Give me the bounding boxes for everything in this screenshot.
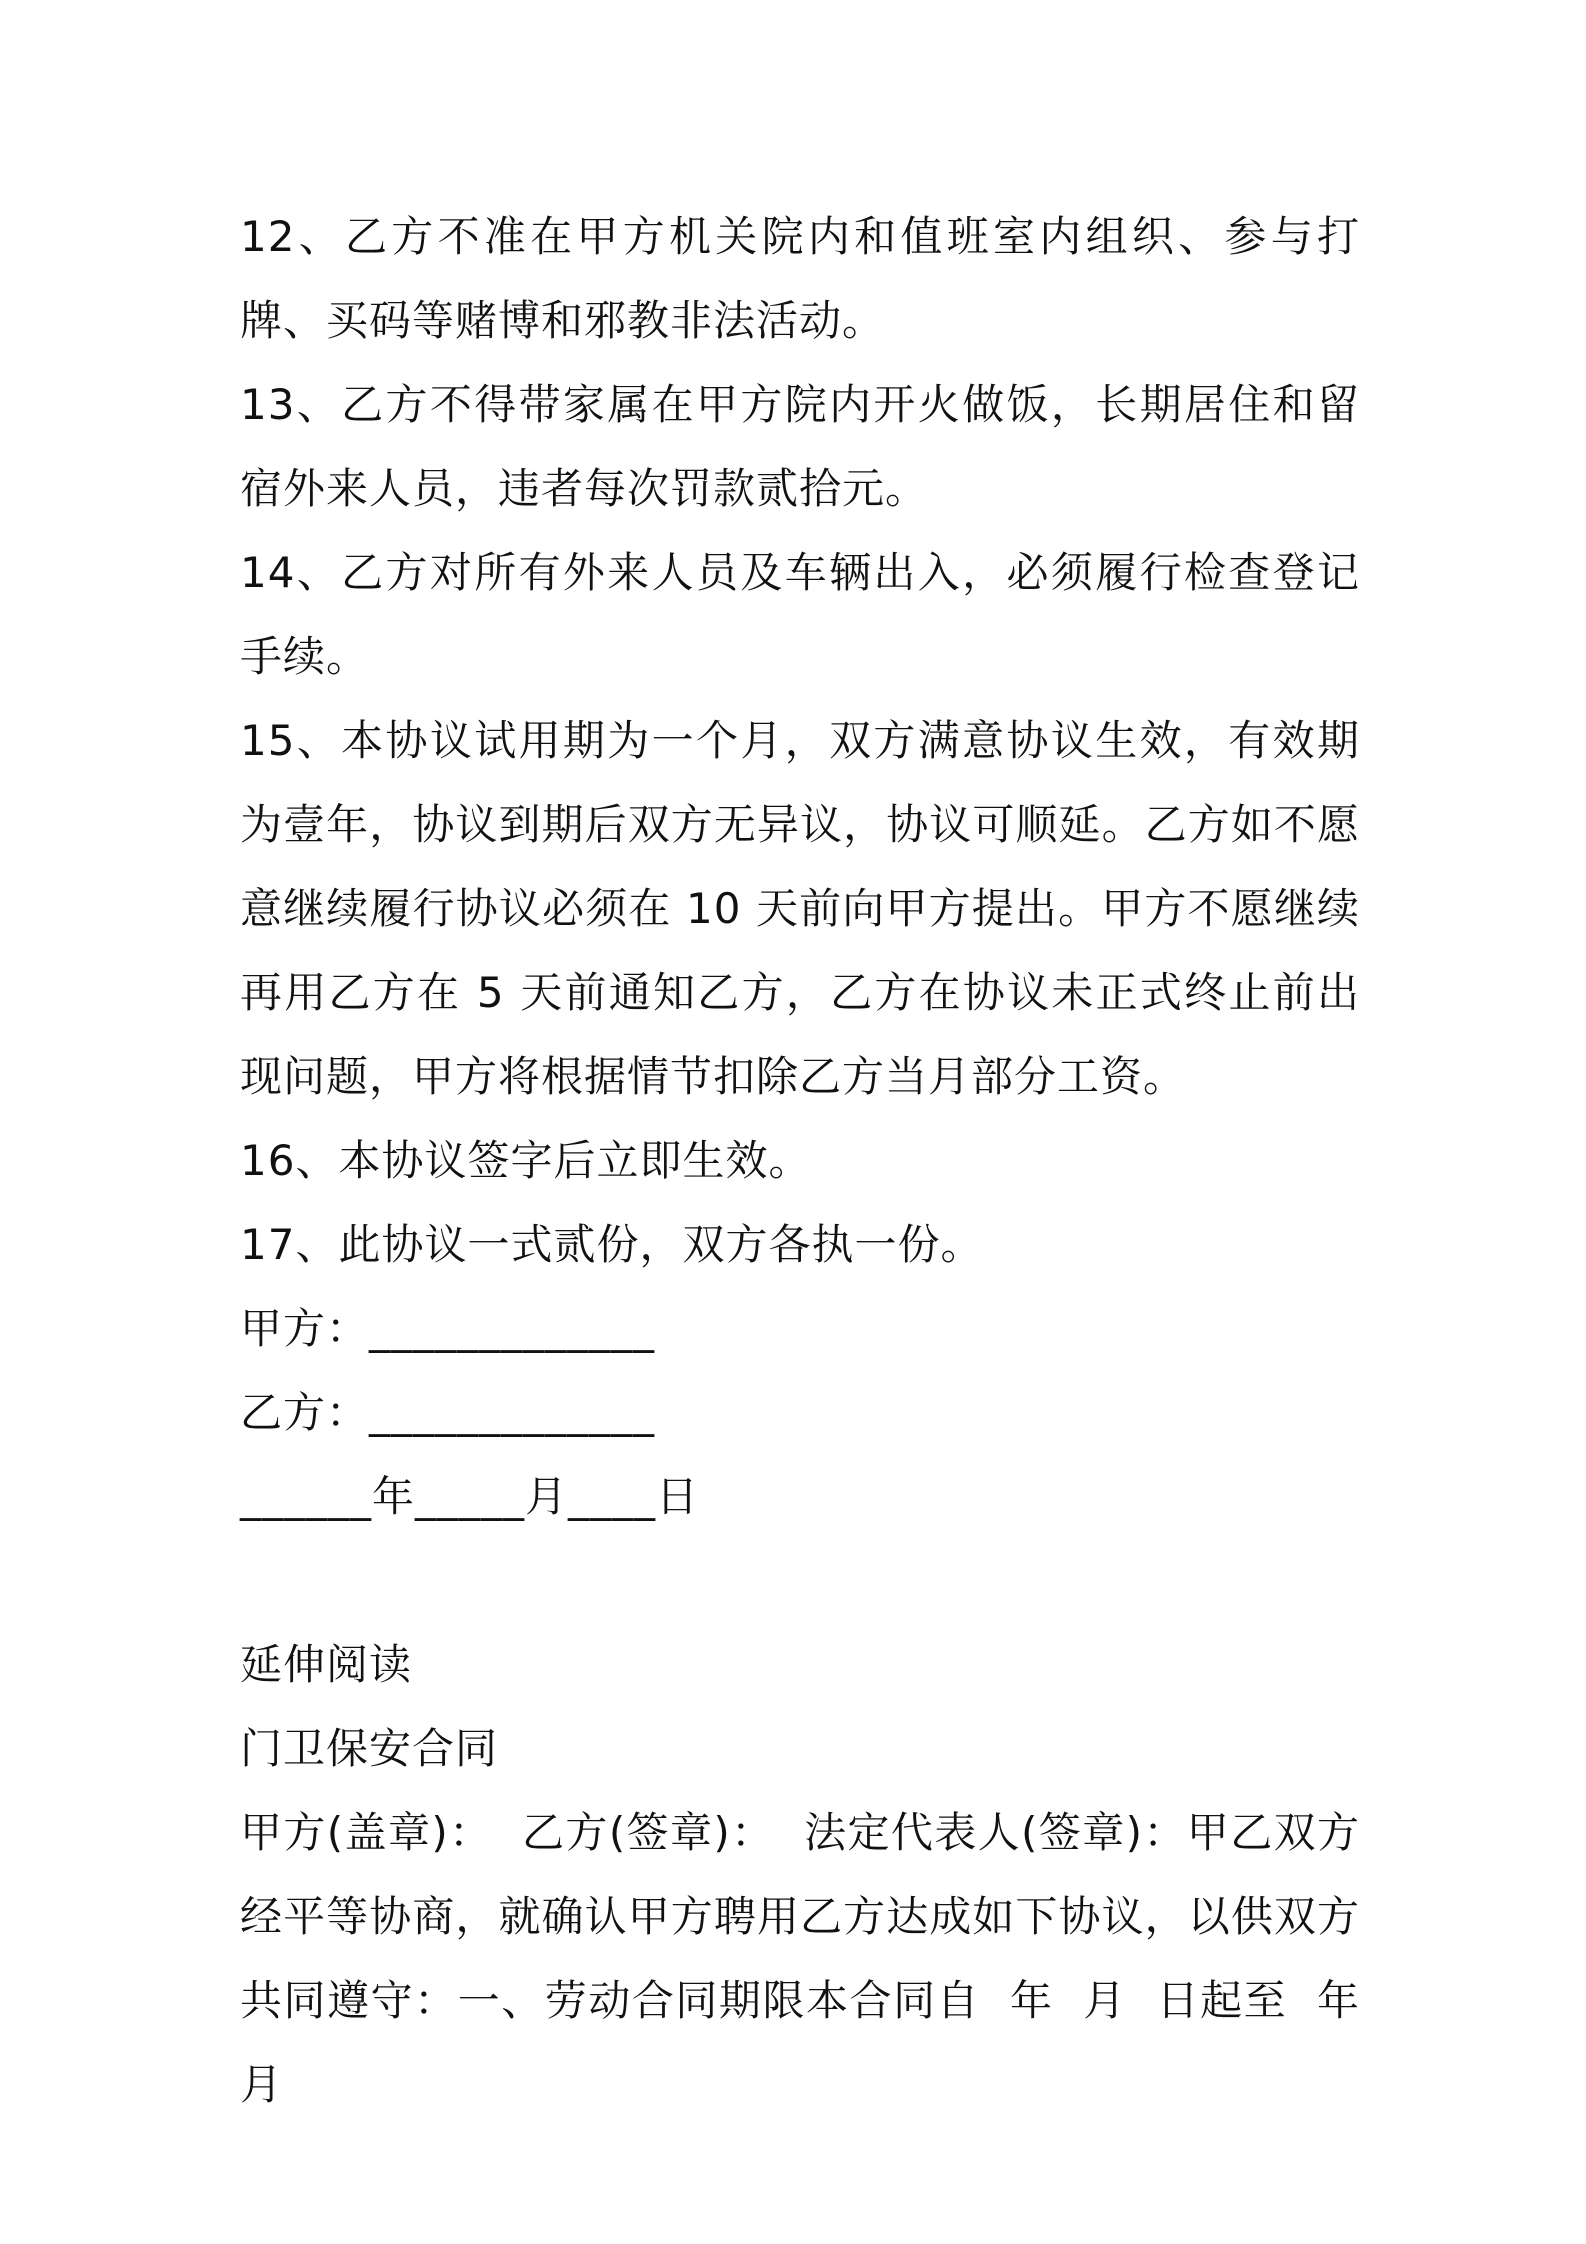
signature-party-b: 乙方：_____________ <box>240 1388 656 1437</box>
document-body <box>240 195 1389 2127</box>
signature-party-a: 甲方：_____________ <box>240 1304 656 1353</box>
signature-date: ______年_____月____日 <box>240 1472 700 1521</box>
extended-contract-title: 门卫保安合同 <box>240 1724 499 1773</box>
clause-12: 12、乙方不准在甲方机关院内和值班室内组织、参与打牌、买码等赌博和邪教非法活动。 <box>240 212 1360 345</box>
clause-15: 15、本协议试用期为一个月，双方满意协议生效，有效期为壹年，协议到期后双方无异议，协议可顺延。乙方如不愿意继续履行协议必须在 10 天前向甲方提出。甲方不愿继续再用乙方在 5 天前通知乙方，乙方在协议未正式终止前出现问题，甲方将根据情节扣除乙方当月部分工资。 <box>240 716 1360 1101</box>
clause-13: 13、乙方不得带家属在甲方院内开火做饭，长期居住和留宿外来人员，违者每次罚款贰拾元。 <box>240 380 1360 513</box>
clause-14: 14、乙方对所有外来人员及车辆出入，必须履行检查登记手续。 <box>240 548 1360 681</box>
section-gap <box>240 1539 1360 1623</box>
extended-reading-heading: 延伸阅读 <box>240 1640 413 1689</box>
clause-17: 17、此协议一式贰份，双方各执一份。 <box>240 1220 984 1269</box>
extended-contract-body: 甲方(盖章)： 乙方(签章)： 法定代表人(签章)：甲乙双方经平等协商，就确认甲方聘用乙方达成如下协议，以供双方共同遵守：一、劳动合同期限本合同自 年 月 日起至 年 月 <box>240 1808 1389 2109</box>
clause-16: 16、本协议签字后立即生效。 <box>240 1136 812 1185</box>
